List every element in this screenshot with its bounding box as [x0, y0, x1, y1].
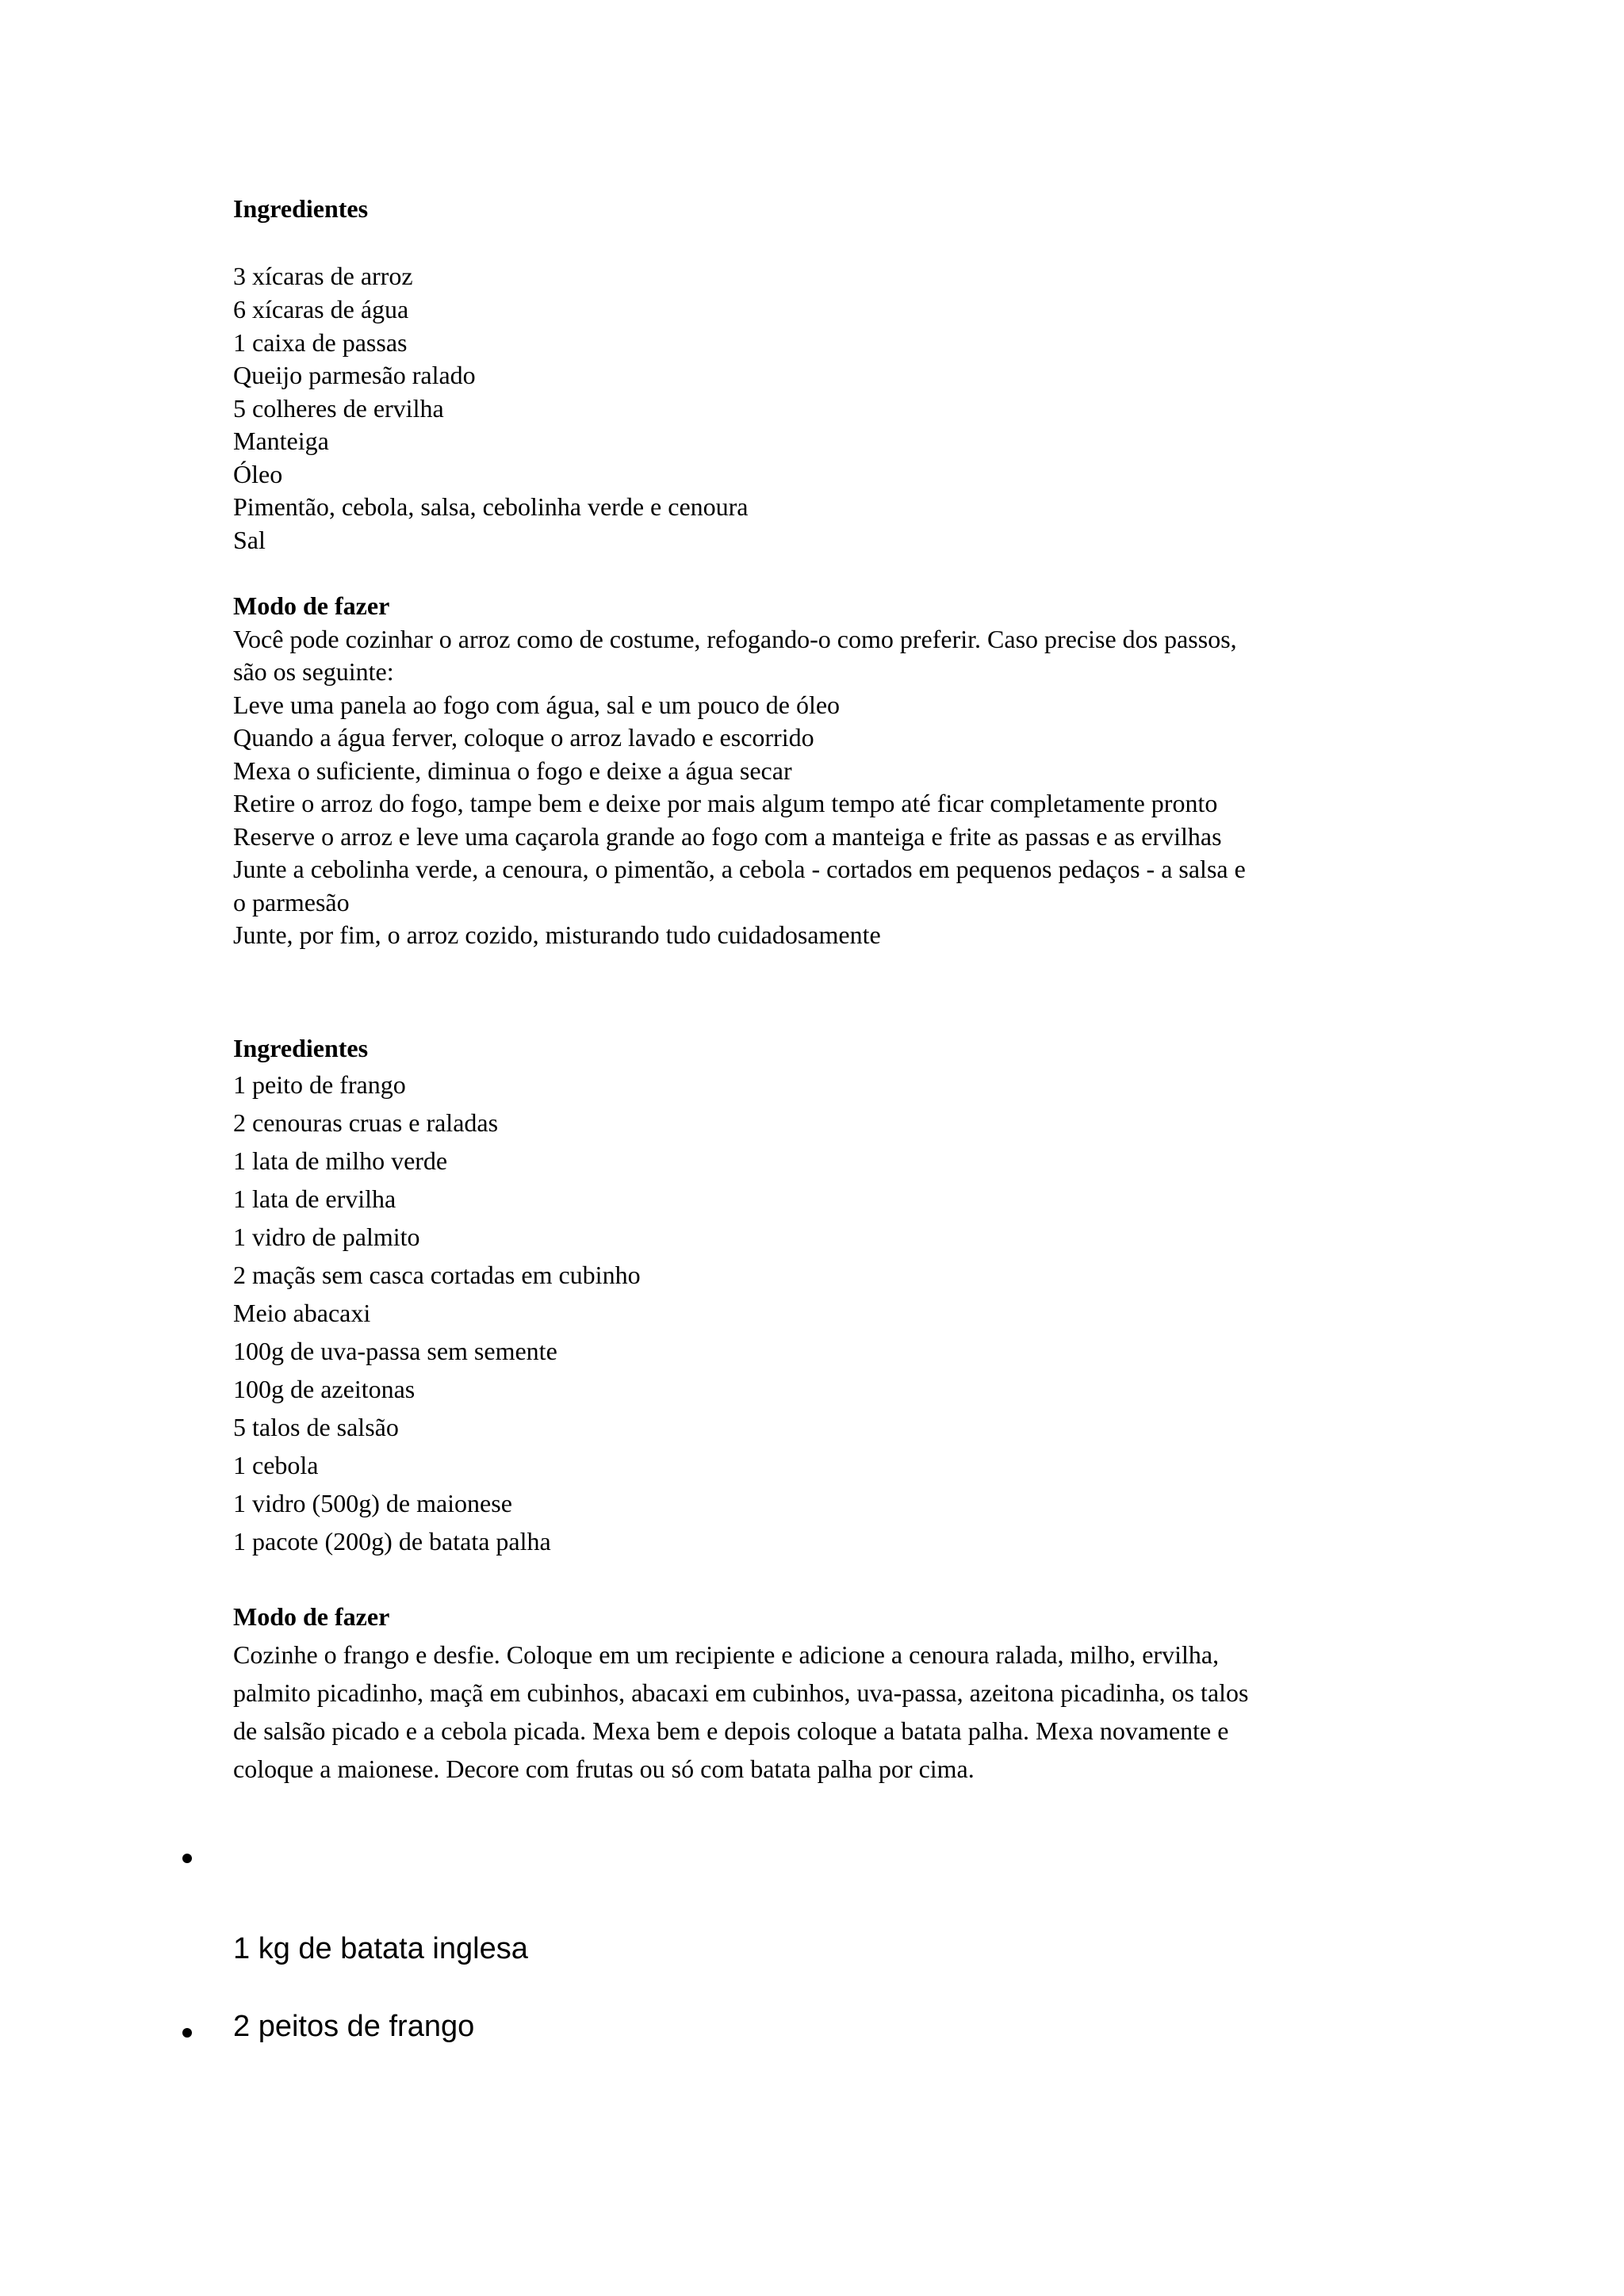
recipe2-ingredient: 5 talos de salsão [233, 1413, 399, 1441]
recipe2-ingredients-heading: Ingredientes [233, 1034, 369, 1062]
recipe2-method-heading: Modo de fazer [233, 1602, 390, 1631]
recipe2-method-line: palmito picadinho, maçã em cubinhos, abacaxi em cubinhos, uva-passa, azeitona picadinha, os talos [233, 1678, 1249, 1707]
recipe2-ingredient: 1 lata de ervilha [233, 1184, 396, 1213]
recipe1-ingredient: Queijo parmesão ralado [233, 361, 476, 389]
recipe2-ingredient: 100g de azeitonas [233, 1375, 416, 1403]
recipe2-ingredient: 1 peito de frango [233, 1070, 406, 1099]
recipe1-ingredient: Pimentão, cebola, salsa, cebolinha verde e cenoura [233, 492, 749, 521]
recipe1-method-line: são os seguinte: [233, 657, 394, 686]
recipe1-ingredient: 6 xícaras de água [233, 295, 409, 323]
recipe2-ingredient: 1 cebola [233, 1451, 319, 1479]
recipe1-method-line: Junte a cebolinha verde, a cenoura, o pimentão, a cebola - cortados em pequenos pedaços - a salsa e [233, 855, 1246, 883]
list-bullet [182, 1854, 192, 1863]
recipe1-method-line: o parmesão [233, 888, 350, 916]
recipe1-method-line: Você pode cozinhar o arroz como de costume, refogando-o como preferir. Caso precise dos passos, [233, 625, 1237, 653]
recipe1-ingredient: Óleo [233, 460, 283, 488]
recipe1-method-line: Quando a água ferver, coloque o arroz lavado e escorrido [233, 723, 814, 752]
recipe1-ingredients-heading: Ingredientes [233, 194, 369, 223]
recipe1-method-line: Leve uma panela ao fogo com água, sal e um pouco de óleo [233, 691, 841, 719]
recipe1-ingredient: 3 xícaras de arroz [233, 262, 413, 290]
recipe1-method-line: Reserve o arroz e leve uma caçarola grande ao fogo com a manteiga e frite as passas e as ervilhas [233, 822, 1222, 851]
recipe2-ingredient: 2 cenouras cruas e raladas [233, 1108, 499, 1137]
recipe3-item: 2 peitos de frango [233, 2010, 475, 2043]
recipe2-ingredient: 2 maçãs sem casca cortadas em cubinho [233, 1261, 641, 1289]
recipe2-method-line: coloque a maionese. Decore com frutas ou só com batata palha por cima. [233, 1755, 975, 1783]
recipe2-method-line: Cozinhe o frango e desfie. Coloque em um recipiente e adicione a cenoura ralada, milho, ervilha, [233, 1640, 1220, 1669]
recipe1-ingredient: Sal [233, 526, 266, 554]
recipe2-ingredient: 1 lata de milho verde [233, 1146, 448, 1175]
recipe1-ingredient: Manteiga [233, 427, 329, 455]
recipe2-ingredient: 1 vidro de palmito [233, 1223, 420, 1251]
recipe1-ingredient: 5 colheres de ervilha [233, 394, 444, 423]
recipe2-method-line: de salsão picado e a cebola picada. Mexa bem e depois coloque a batata palha. Mexa novamente e [233, 1716, 1229, 1745]
recipe1-ingredient: 1 caixa de passas [233, 328, 408, 357]
recipe1-method-line: Junte, por fim, o arroz cozido, misturando tudo cuidadosamente [233, 920, 881, 949]
recipe2-ingredient: 100g de uva-passa sem semente [233, 1337, 557, 1365]
recipe1-method-line: Mexa o suficiente, diminua o fogo e deixe a água secar [233, 756, 792, 785]
list-bullet [182, 2028, 192, 2038]
recipe2-ingredient: 1 pacote (200g) de batata palha [233, 1527, 551, 1556]
recipe1-method-line: Retire o arroz do fogo, tampe bem e deixe por mais algum tempo até ficar completamente pronto [233, 789, 1218, 817]
recipe2-ingredient: Meio abacaxi [233, 1299, 371, 1327]
recipe2-ingredient: 1 vidro (500g) de maionese [233, 1489, 512, 1517]
recipe3-item: 1 kg de batata inglesa [233, 1932, 528, 1965]
recipe1-method-heading: Modo de fazer [233, 591, 390, 620]
